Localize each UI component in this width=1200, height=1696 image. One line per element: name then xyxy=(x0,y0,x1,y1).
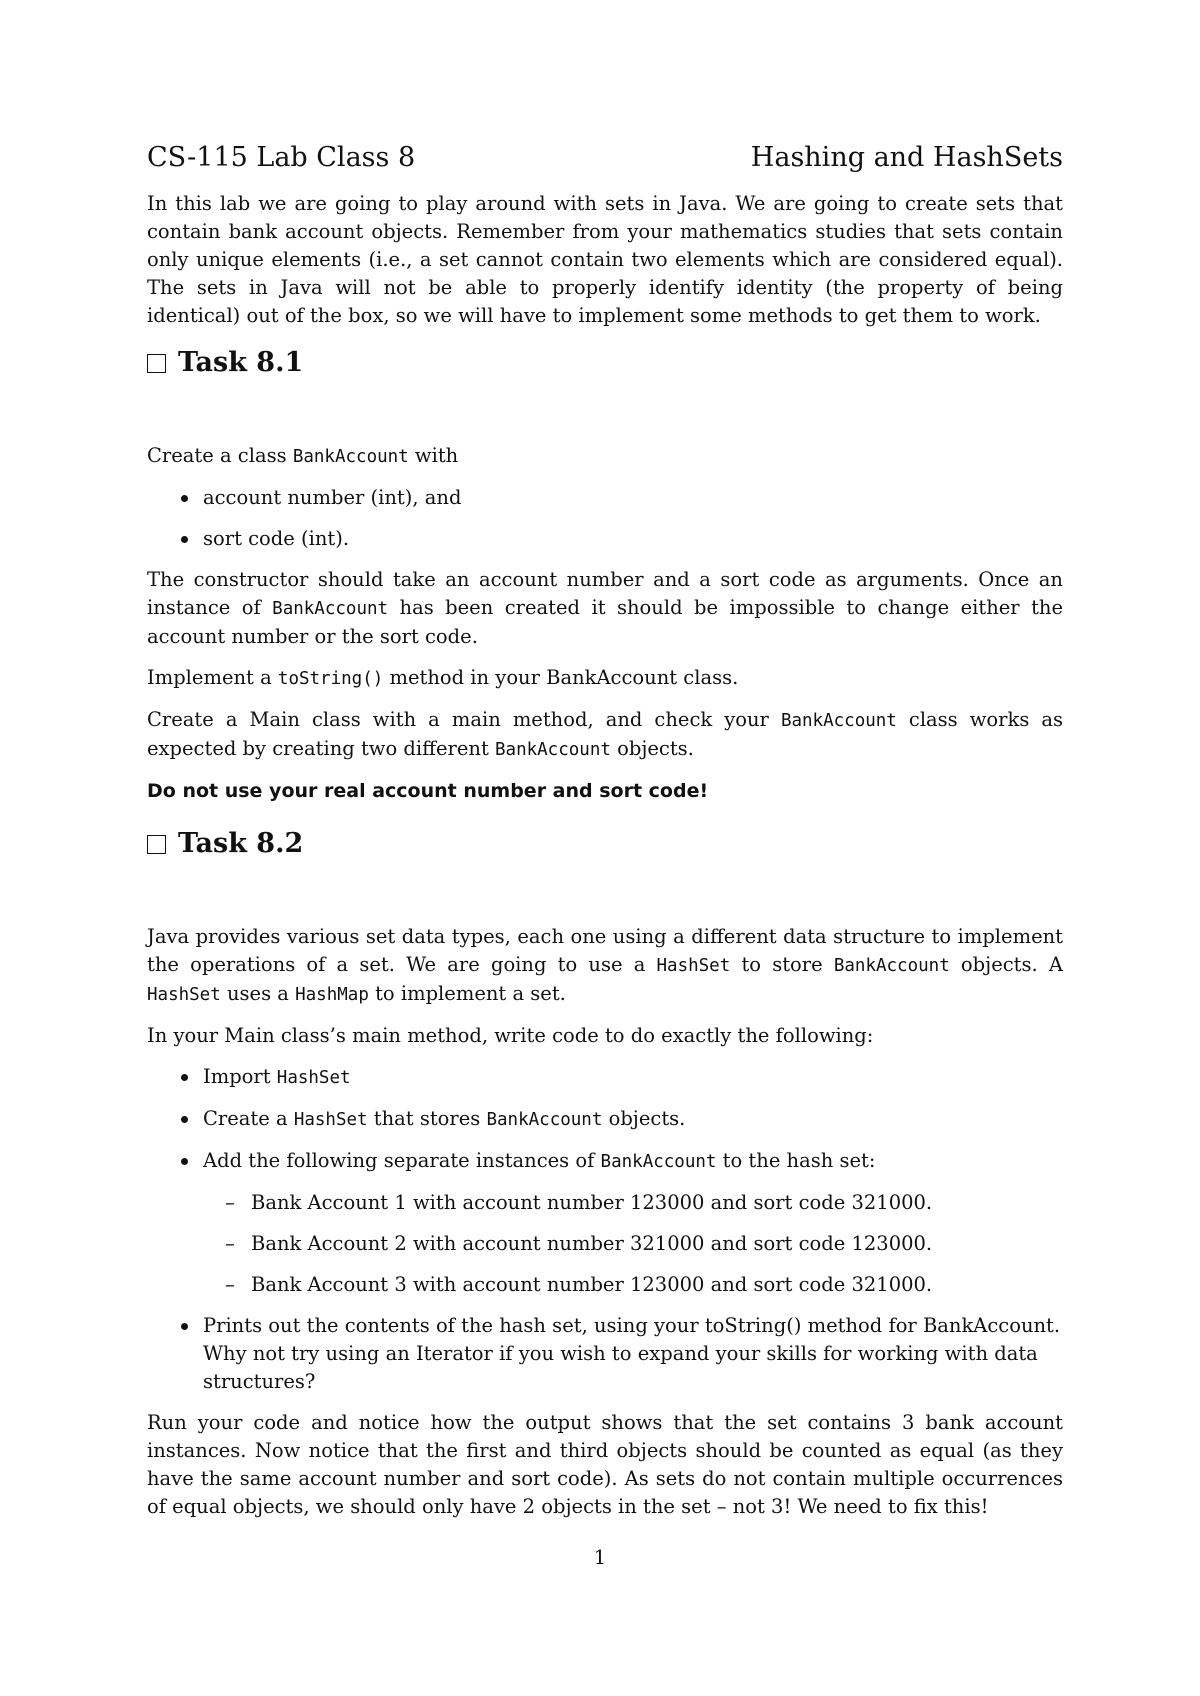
code-bankaccount: BankAccount xyxy=(272,599,389,619)
instructions-paragraph: In your Main class’s main method, write code to do exactly the following: xyxy=(147,1024,874,1047)
task-checkbox-icon[interactable] xyxy=(147,835,166,854)
list-item: Add the following separate instances of BankAccount to the hash set: – Bank Account 1 with account number 123000 and sort code 321000. – Bank Account 2 with account number 321000 and sort code 123000. – Bank Account 3 with account number 123000 and sort code 321000. xyxy=(203,1147,1063,1299)
field-list xyxy=(147,484,1063,553)
task-8-2-heading xyxy=(147,827,1063,861)
list-item: Prints out the contents of the hash set, using your toString() method for BankAccount. Why not try using an Iterator if you wish to expand your skills for working with data structures? xyxy=(203,1312,1063,1396)
steps-list xyxy=(147,1063,1063,1396)
list-item: Import HashSet xyxy=(203,1063,1063,1092)
page-number: 1 xyxy=(593,1546,607,1569)
task-title: Task 8.2 xyxy=(178,828,304,859)
set-types-paragraph: Java provides various set data types, each one using a different data structure to implement the operations of a set. We are going to use a HashSet to store BankAccount objects. A HashSet uses a HashMap to implement a set. xyxy=(147,925,1063,1005)
main-class-paragraph: Create a Main class with a main method, and check your BankAccount class works as expected by creating two different BankAccount objects. xyxy=(147,708,1064,760)
document-page xyxy=(147,140,1063,1534)
code-bankaccount: BankAccount xyxy=(780,711,897,731)
code-hashmap: HashMap xyxy=(295,985,369,1005)
code-hashset: HashSet xyxy=(293,1110,368,1130)
code-bankaccount: BankAccount xyxy=(600,1152,717,1172)
code-bankaccount: BankAccount xyxy=(495,740,611,760)
task-title: Task 8.1 xyxy=(178,347,304,378)
page-header xyxy=(147,140,1063,176)
list-item: – Bank Account 1 with account number 123000 and sort code 321000. xyxy=(251,1189,1063,1217)
code-bankaccount: BankAccount xyxy=(486,1110,603,1130)
code-hashset: HashSet xyxy=(147,985,221,1005)
list-item: Create a HashSet that stores BankAccount objects. xyxy=(203,1105,1063,1134)
task-checkbox-icon[interactable] xyxy=(147,354,166,373)
task-8-1-heading xyxy=(147,346,1063,380)
accounts-list xyxy=(203,1189,1063,1299)
list-item: account number (int), and xyxy=(203,484,1063,512)
list-item: – Bank Account 3 with account number 123000 and sort code 321000. xyxy=(251,1271,1063,1299)
create-class-paragraph: Create a class BankAccount with xyxy=(147,444,459,467)
course-title: CS-115 Lab Class 8 xyxy=(147,142,416,173)
run-paragraph: Run your code and notice how the output shows that the set contains 3 bank account instances. Now notice that the first and third objects should be counted as equal (as they have the same account number and sort code). As sets do not contain multiple occurrences of equal objects, we should only have 2 objects in the set – not 3! We need to fix this! xyxy=(147,1411,1063,1518)
code-hashset: HashSet xyxy=(656,956,731,976)
constructor-paragraph: The constructor should take an account number and a sort code as arguments. Once an instance of BankAccount has been created it should be impossible to change either the account number or the sort code. xyxy=(147,568,1064,648)
warning-text: Do not use your real account number and sort code! xyxy=(147,780,709,802)
list-item: sort code (int). xyxy=(203,525,1063,553)
list-item: – Bank Account 2 with account number 321000 and sort code 123000. xyxy=(251,1230,1063,1258)
code-tostring: toString() xyxy=(277,669,384,689)
code-bankaccount: BankAccount xyxy=(833,956,950,976)
code-bankaccount: BankAccount xyxy=(292,447,409,467)
lab-topic: Hashing and HashSets xyxy=(750,142,1063,173)
intro-paragraph: In this lab we are going to play around with sets in Java. We are going to create sets that contain bank account objects. Remember from your mathematics studies that sets contain only unique elements (i.e., a set cannot contain two elements which are considered equal). The sets in Java will not be able to properly identify identity (the property of being identical) out of the box, so we will have to implement some methods to get them to work. xyxy=(147,192,1063,327)
tostring-paragraph: Implement a toString() method in your BankAccount class. xyxy=(147,666,739,689)
code-hashset: HashSet xyxy=(276,1068,351,1088)
